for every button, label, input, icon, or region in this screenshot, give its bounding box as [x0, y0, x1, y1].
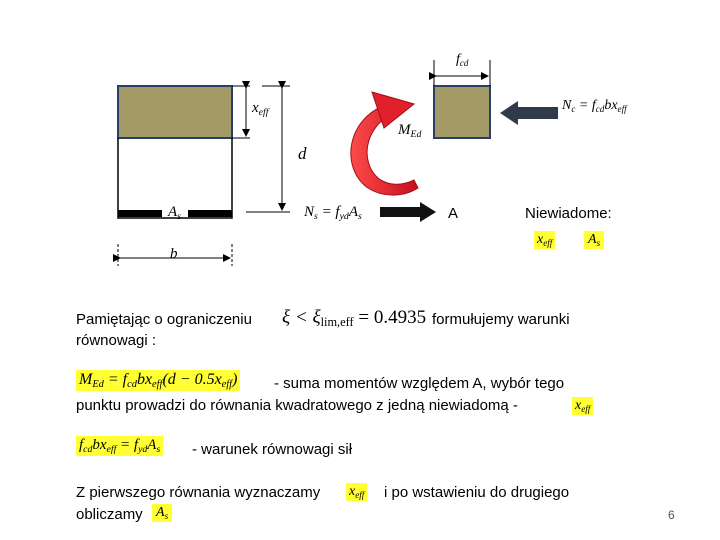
label-Ns-formula: $N_s = f_{yd}A_s$ [304, 204, 362, 222]
label-fcd: $f_{cd}$ [456, 52, 469, 68]
condition-prefix: Pamiętając o ograniczeniu [76, 311, 252, 328]
final-line1-b: i po wstawieniu do drugiego [384, 484, 570, 501]
moment-arrow [351, 92, 418, 195]
moment-description-line2: punktu prowadzi do równania kwadratowego z jedną niewiadomą - [76, 397, 518, 414]
label-point-A: A [448, 205, 459, 222]
moment-description-line1: - suma momentów względem A, wybór tego [274, 375, 565, 392]
reinforcement-bar-right [188, 210, 232, 217]
moment-equation: $M_{Ed} = f_{cd}bx_{eff}(d - 0.5x_{eff})$ [76, 370, 240, 391]
stress-block [434, 86, 490, 138]
unknowns-title: Niewiadome: [525, 205, 612, 222]
label-MEd: $M_{Ed}$ [398, 122, 422, 140]
force-description: - warunek równowagi sił [192, 441, 353, 458]
reinforcement-bar [118, 210, 162, 217]
label-Nc-formula: $N_c = f_{cd}bx_{eff}$ [562, 98, 627, 114]
unknown-As: $A_s$ [584, 231, 604, 249]
label-As: $A_s$ [168, 204, 181, 222]
label-d: d [298, 144, 307, 163]
condition-formula: $\xi < \xi_{lim,eff} = 0.4935$ [282, 307, 427, 329]
condition-line2: równowagi : [76, 332, 157, 349]
compression-zone [118, 86, 232, 138]
final-line2: obliczamy [76, 506, 143, 523]
page-number: 6 [668, 508, 675, 522]
final-line1-a: Z pierwszego równania wyznaczamy [76, 484, 321, 501]
label-b: b [170, 246, 178, 262]
moment-unknown-xeff: $x_{eff}$ [572, 397, 593, 415]
label-xeff: $x_{eff}$ [252, 100, 269, 118]
unknown-xeff: $x_{eff}$ [534, 231, 555, 249]
final-unknown-xeff: $x_{eff}$ [346, 483, 367, 501]
condition-suffix: formułujemy warunki [432, 311, 570, 328]
compression-force-arrow [500, 101, 558, 125]
tension-force-arrow [380, 202, 436, 222]
final-unknown-As: $A_s$ [152, 504, 172, 522]
force-equation: $f_{cd}bx_{eff} = f_{yd}A_s$ [76, 436, 163, 456]
